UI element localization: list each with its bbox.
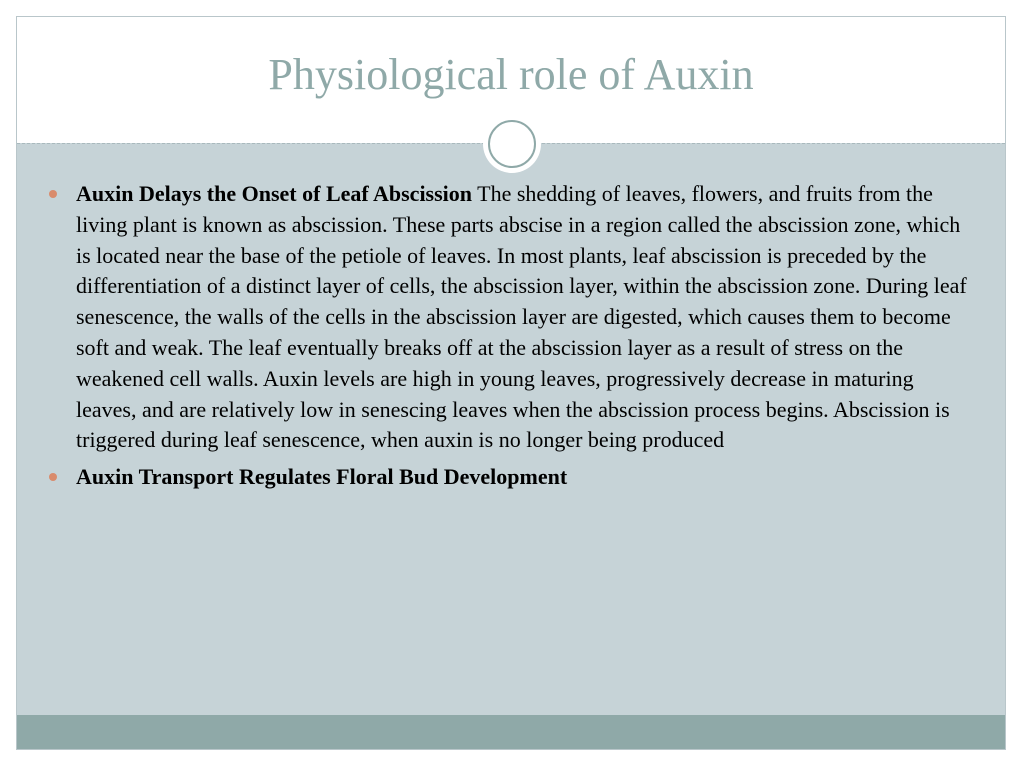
bullet-lead: Auxin Delays the Onset of Leaf Abscission bbox=[76, 181, 473, 206]
bullet-lead: Auxin Transport Regulates Floral Bud Development bbox=[76, 464, 568, 490]
bullet-item bbox=[47, 462, 977, 493]
ornament-ring bbox=[488, 120, 536, 168]
slide-title: Physiological role of Auxin bbox=[268, 50, 754, 99]
bullet-list bbox=[47, 179, 977, 499]
footer-bar bbox=[17, 715, 1005, 749]
slide bbox=[16, 16, 1006, 750]
bullet-dot-icon bbox=[49, 190, 57, 198]
bullet-dot-icon bbox=[49, 473, 57, 481]
bullet-body: The shedding of leaves, flowers, and fruits from the living plant is known as abscission. These parts abscise in a region called the abscission zone, which is located near the base of the petiole of leaves. In most plants, leaf abscission is preceded by the differentiation of a distinct layer of cells, the abscission layer, within the abscission zone. During leaf senescence, the walls of the cells in the abscission layer are digested, which causes them to become soft and weak. The leaf eventually breaks off at the abscission layer as a result of stress on the weakened cell walls. Auxin levels are high in young leaves, progressively decrease in maturing leaves, and are relatively low in senescing leaves when the abscission process begins. Abscission is triggered during leaf senescence, when auxin is no longer being produced bbox=[76, 181, 967, 453]
bullet-item bbox=[47, 179, 977, 456]
circle-ring-icon bbox=[483, 115, 541, 173]
